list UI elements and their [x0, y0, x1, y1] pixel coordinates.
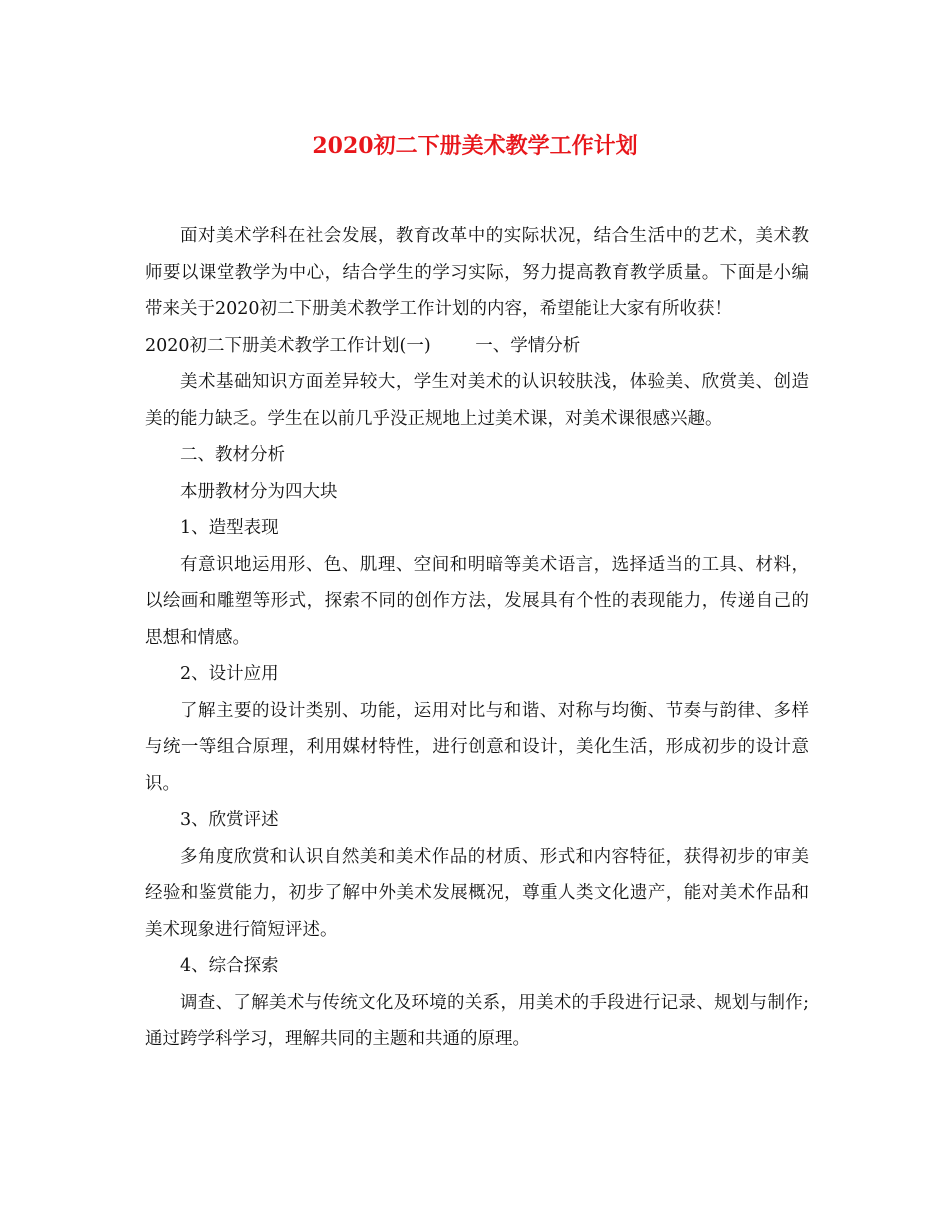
paragraph: 美术基础知识方面差异较大，学生对美术的认识较肤浅，体验美、欣赏美、创造美的能力缺乏。学生在以前几乎没正规地上过美术课，对美术课很感兴趣。: [145, 372, 809, 429]
paragraph: 二、教材分析: [180, 445, 285, 465]
paragraph: 面对美术学科在社会发展，教育改革中的实际状况，结合生活中的艺术，美术教师要以课堂教学为中心，结合学生的学习实际，努力提高教育教学质量。下面是小编带来关于2020初二下册美术教学工作计划的内容，希望能让大家有所收获！: [145, 226, 809, 319]
paragraph: 多角度欣赏和认识自然美和美术作品的材质、形式和内容特征，获得初步的审美经验和鉴赏能力，初步了解中外美术发展概况，尊重人类文化遗产，能对美术作品和美术现象进行简短评述。: [145, 846, 809, 940]
paragraph: 2020初二下册美术教学工作计划(一) 一、学情分析: [145, 335, 581, 356]
paragraph: 1、造型表现: [180, 518, 279, 538]
paragraph: 有意识地运用形、色、肌理、空间和明暗等美术语言，选择适当的工具、材料，以绘画和雕塑等形式，探索不同的创作方法，发展具有个性的表现能力，传递自己的思想和情感。: [145, 554, 809, 648]
paragraph: 2、设计应用: [180, 664, 279, 684]
paragraph: 了解主要的设计类别、功能，运用对比与和谐、对称与均衡、节奏与韵律、多样与统一等组合原理，利用媒材特性，进行创意和设计，美化生活，形成初步的设计意识。: [145, 700, 809, 794]
document-body: [145, 218, 809, 1058]
paragraph: 4、综合探索: [180, 956, 279, 976]
paragraph: 调查、了解美术与传统文化及环境的关系，用美术的手段进行记录、规划与制作;通过跨学科学习，理解共同的主题和共通的原理。: [145, 992, 809, 1049]
paragraph: 本册教材分为四大块: [180, 481, 338, 502]
document-title: 2020初二下册美术教学工作计划: [312, 133, 638, 159]
paragraph: 3、欣赏评述: [180, 810, 279, 830]
